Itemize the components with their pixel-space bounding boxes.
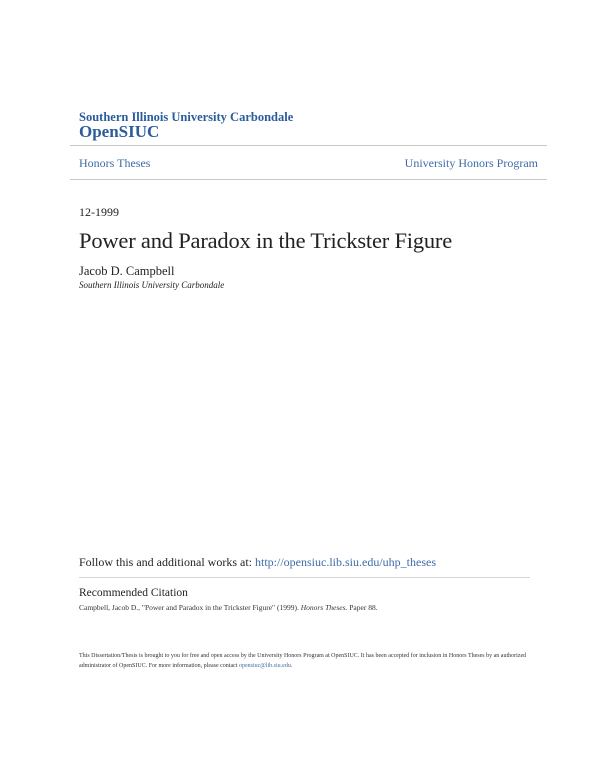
top-divider: [70, 145, 547, 146]
notice-text: This Dissertation/Thesis is brought to you for free and open access by the University Honors Program at OpenSIUC. It has been accepted for inclusion in Honors Theses by an authorized administrator of OpenSIUC. For more information, please contact: [79, 653, 527, 669]
university-name: Southern Illinois University Carbondale: [79, 110, 294, 124]
citation-divider: [79, 577, 530, 578]
citation-text: [79, 603, 378, 612]
paper-title: Power and Paradox in the Trickster Figure: [79, 228, 453, 253]
follow-prefix: Follow this and additional works at:: [79, 555, 255, 569]
university-honors-program-link[interactable]: University Honors Program: [404, 156, 538, 170]
publication-date: 12-1999: [79, 205, 119, 219]
recommended-citation-heading: Recommended Citation: [79, 587, 188, 599]
citation-before: Campbell, Jacob D., "Power and Paradox in the Trickster Figure" (1999).: [79, 603, 301, 612]
author-name: Jacob D. Campbell: [79, 264, 175, 278]
contact-email-link[interactable]: opensiuc@lib.siu.edu: [238, 663, 291, 669]
access-notice: [79, 651, 529, 671]
follow-line: [79, 555, 436, 570]
citation-series: Honors Theses.: [300, 603, 348, 612]
honors-theses-link[interactable]: Honors Theses: [79, 156, 151, 170]
nav-divider: [70, 179, 547, 180]
notice-end: .: [290, 663, 293, 669]
collection-url-link[interactable]: http://opensiuc.lib.siu.edu/uhp_theses: [255, 555, 436, 569]
citation-after: Paper 88.: [347, 603, 378, 612]
author-affiliation: Southern Illinois University Carbondale: [79, 280, 225, 290]
repository-name[interactable]: OpenSIUC: [79, 122, 160, 141]
